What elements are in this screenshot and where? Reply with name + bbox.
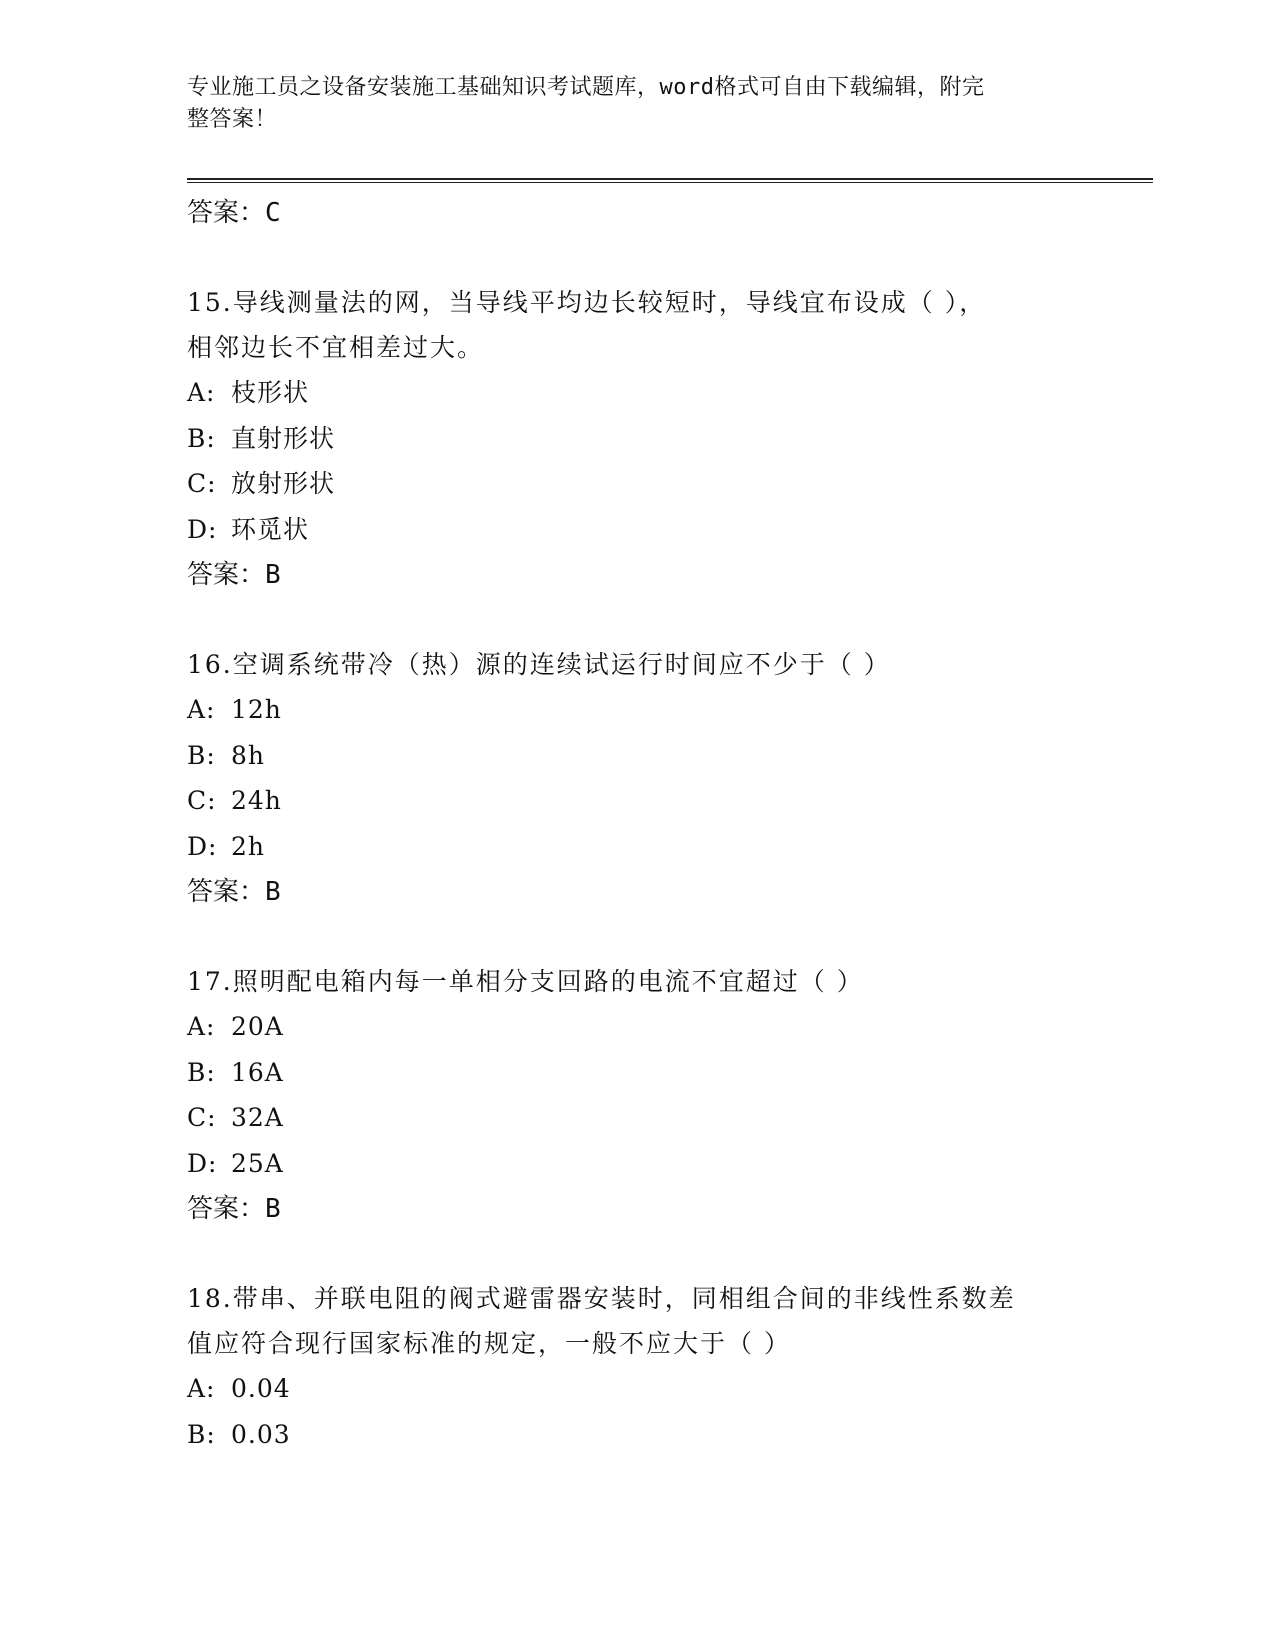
option-letter: D: — [187, 831, 218, 861]
question-spacer — [187, 236, 1087, 280]
question-answer: 答案：B — [187, 1194, 281, 1224]
option-a — [187, 1366, 1087, 1412]
option-b — [187, 1412, 1087, 1458]
option-a — [187, 1004, 1087, 1050]
question-18 — [187, 1276, 1087, 1457]
header-title-line-2: 整答案！ — [187, 107, 278, 132]
option-letter: C: — [187, 786, 217, 815]
header-title-line-1: 专业施工员之设备安装施工基础知识考试题库，word格式可自由下载编辑，附完 — [187, 75, 985, 100]
option-text: 25A — [231, 1148, 284, 1178]
question-stem-line: 15.导线测量法的网，当导线平均边长较短时，导线宜布设成（ ）， — [187, 288, 987, 317]
option-b — [187, 416, 1087, 462]
question-stem-line: 值应符合现行国家标准的规定，一般不应大于（ ） — [187, 1329, 791, 1358]
option-d — [187, 824, 1087, 870]
previous-answer: 答案：C — [187, 198, 281, 228]
option-letter: D: — [187, 514, 218, 544]
question-spacer — [187, 598, 1087, 642]
option-letter: B: — [187, 1057, 216, 1087]
document-header — [187, 72, 1067, 136]
option-a — [187, 687, 1087, 733]
question-stem-line: 相邻边长不宜相差过大。 — [187, 333, 485, 362]
option-b — [187, 733, 1087, 779]
question-spacer — [187, 1232, 1087, 1276]
option-text: 枝形状 — [231, 378, 310, 407]
option-c — [187, 778, 1087, 824]
question-answer: 答案：B — [187, 560, 281, 590]
option-d — [187, 1141, 1087, 1187]
question-17 — [187, 959, 1087, 1232]
option-text: 20A — [231, 1012, 284, 1041]
header-divider-thick — [187, 178, 1153, 180]
option-letter: A: — [187, 1374, 216, 1403]
option-letter: A: — [187, 378, 216, 407]
question-answer: 答案：B — [187, 877, 281, 907]
option-letter: B: — [187, 740, 216, 770]
option-c — [187, 1095, 1087, 1141]
option-a — [187, 370, 1087, 416]
option-letter: A: — [187, 695, 216, 724]
option-text: 0.04 — [231, 1374, 291, 1403]
option-text: 直射形状 — [231, 423, 336, 453]
question-stem-line: 16.空调系统带冷（热）源的连续试运行时间应不少于（ ） — [187, 650, 891, 679]
question-stem-line: 18.带串、并联电阻的阀式避雷器安装时，同相组合间的非线性系数差 — [187, 1284, 1016, 1313]
option-text: 32A — [231, 1103, 284, 1132]
option-text: 16A — [231, 1057, 284, 1087]
option-c — [187, 461, 1087, 507]
option-b — [187, 1050, 1087, 1096]
option-text: 8h — [231, 740, 266, 770]
option-letter: C: — [187, 469, 217, 498]
option-text: 环觅状 — [231, 514, 310, 544]
option-text: 2h — [231, 831, 266, 861]
option-text: 12h — [231, 695, 282, 724]
option-letter: D: — [187, 1148, 218, 1178]
option-letter: C: — [187, 1103, 217, 1132]
option-d — [187, 507, 1087, 553]
option-letter: A: — [187, 1012, 216, 1041]
option-text: 0.03 — [231, 1419, 291, 1449]
option-text: 24h — [231, 786, 282, 815]
header-divider-thin — [187, 182, 1153, 183]
question-list — [187, 190, 1087, 1457]
question-stem-line: 17.照明配电箱内每一单相分支回路的电流不宜超过（ ） — [187, 967, 864, 996]
option-letter: B: — [187, 1419, 216, 1449]
option-letter: B: — [187, 423, 216, 453]
question-15 — [187, 280, 1087, 598]
option-text: 放射形状 — [231, 469, 336, 498]
question-spacer — [187, 915, 1087, 959]
question-16 — [187, 642, 1087, 915]
